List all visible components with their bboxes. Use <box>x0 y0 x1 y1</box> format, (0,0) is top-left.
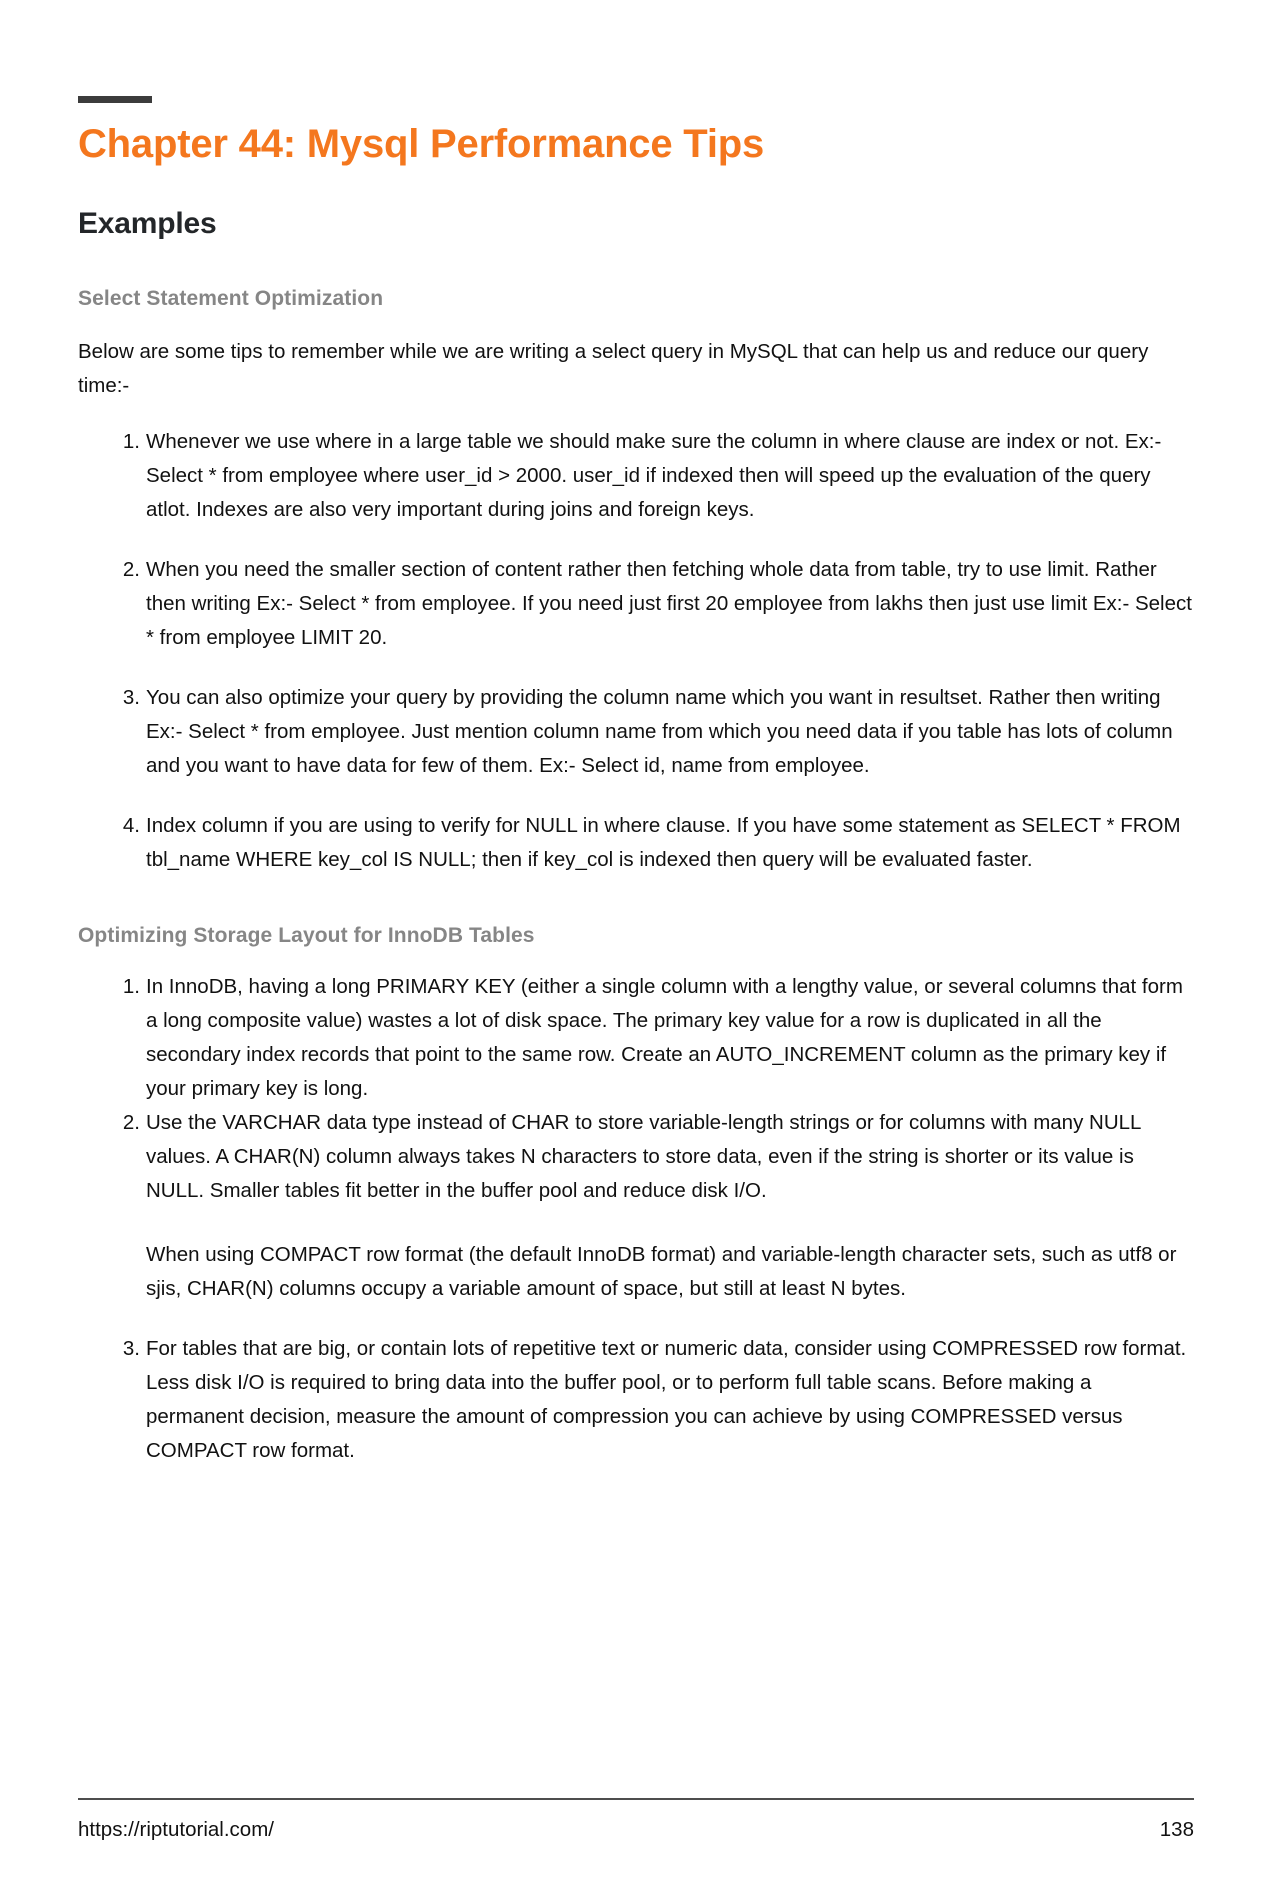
document-page <box>0 96 1272 1896</box>
title-rule <box>78 96 152 103</box>
list-item-text: Whenever we use where in a large table we should make sure the column in where clause are index or not. Ex:- Select * from employee where user_id > 2000. user_id if indexed then will speed up the evaluation of the query atlot. Indexes are also very important during joins and foreign keys. <box>146 429 1162 521</box>
examples-heading: Examples <box>78 207 217 240</box>
list-item-text: When you need the smaller section of content rather then fetching whole data from table, try to use limit. Rather then writing Ex:- Select * from employee. If you need just first 20 employee from lakhs then just use limit Ex:- Select * from employee LIMIT 20. <box>146 557 1192 649</box>
section-heading-optimizing-storage-layout: Optimizing Storage Layout for InnoDB Tables <box>78 923 535 947</box>
list-item-text: In InnoDB, having a long PRIMARY KEY (either a single column with a lengthy value, or several columns that form a long composite value) wastes a lot of disk space. The primary key value for a row is duplicated in all the secondary index records that point to the same row. Create an AUTO_INCREMENT column as the primary key if your primary key is long. <box>146 974 1183 1100</box>
section-heading-select-statement-optimization: Select Statement Optimization <box>78 286 384 310</box>
list-item-text: Use the VARCHAR data type instead of CHAR to store variable-length strings or for columns with many NULL values. A CHAR(N) column always takes N characters to store data, even if the string is shorter or its value is NULL. Smaller tables fit better in the buffer pool and reduce disk I/O. <box>146 1110 1141 1202</box>
list-item-text: For tables that are big, or contain lots of repetitive text or numeric data, consider using COMPRESSED row format. Less disk I/O is required to bring data into the buffer pool, or to perform full table scans. Before making a permanent decision, measure the amount of compression you can achieve by using COMPRESSED versus COMPACT row format. <box>146 1336 1187 1462</box>
innodb-storage-list <box>78 970 1194 1468</box>
footer-url[interactable]: https://riptutorial.com/ <box>78 1818 274 1841</box>
list-item <box>146 681 1194 783</box>
list-item <box>146 1332 1194 1468</box>
select-optimization-list <box>78 425 1194 877</box>
list-item <box>146 553 1194 655</box>
list-item-text: You can also optimize your query by providing the column name which you want in resultset. Rather then writing Ex:- Select * from employee. Just mention column name from which you need data if you table has lots of column and you want to have data for few of them. Ex:- Select id, name from employee. <box>146 685 1173 777</box>
page-title: Chapter 44: Mysql Performance Tips <box>78 122 765 166</box>
list-item <box>146 970 1194 1106</box>
list-item <box>146 1106 1194 1306</box>
footer-page-number: 138 <box>1159 1818 1194 1841</box>
page-footer <box>78 1798 1194 1844</box>
section-intro-paragraph: Below are some tips to remember while we are writing a select query in MySQL that can help us and reduce our query time:- <box>78 339 1149 397</box>
list-item-text: Index column if you are using to verify for NULL in where clause. If you have some statement as SELECT * FROM tbl_name WHERE key_col IS NULL; then if key_col is indexed then query will be evaluated faster. <box>146 813 1181 871</box>
list-item-continuation-text: When using COMPACT row format (the default InnoDB format) and variable-length character sets, such as utf8 or sjis, CHAR(N) columns occupy a variable amount of space, but still at least N bytes. <box>146 1242 1177 1300</box>
list-item <box>146 809 1194 877</box>
list-item <box>146 425 1194 527</box>
footer-row <box>78 1816 1194 1844</box>
